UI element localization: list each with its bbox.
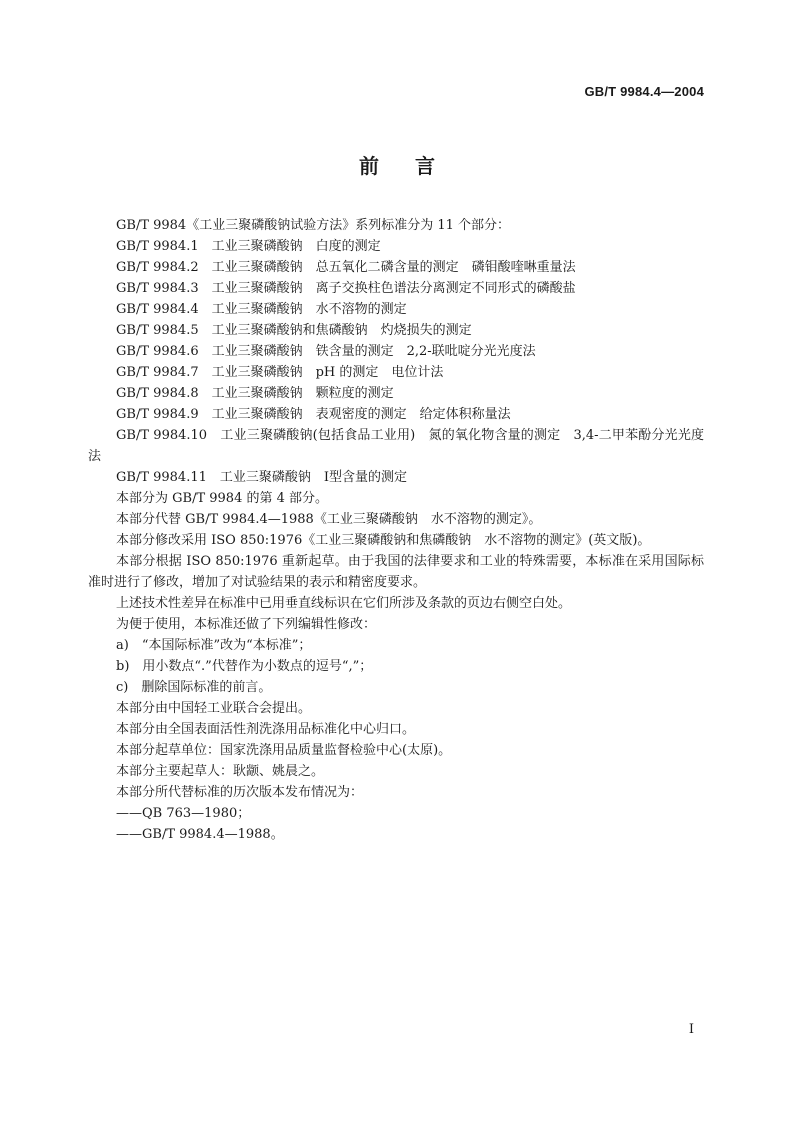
page-title: 前言 (359, 154, 471, 178)
paragraph-replaces: 本部分代替 GB/T 9984.4—1988《工业三聚磷酸钠 水不溶物的测定》。 (116, 512, 542, 527)
foreword-body (88, 215, 704, 845)
list-item-part-7: GB/T 9984.7 工业三聚磷酸钠 pH 的测定 电位计法 (116, 365, 444, 380)
paragraph-drafting-unit: 本部分起草单位：国家洗涤用品质量监督检验中心(太原)。 (116, 743, 452, 758)
paragraph-modified-adoption: 本部分修改采用 ISO 850:1976《工业三聚磷酸钠和焦磷酸钠 水不溶物的测定》(英文版)。 (116, 533, 651, 548)
list-item-part-2: GB/T 9984.2 工业三聚磷酸钠 总五氧化二磷含量的测定 磷钼酸喹啉重量法 (116, 260, 576, 275)
list-item-part-6: GB/T 9984.6 工业三聚磷酸钠 铁含量的测定 2,2-联吡啶分光光度法 (116, 344, 536, 359)
history-item-2: ——GB/T 9984.4—1988。 (116, 827, 284, 842)
editorial-item-c: c) 删除国际标准的前言。 (116, 680, 272, 695)
editorial-item-a: a) “本国际标准”改为“本标准”； (116, 638, 312, 653)
paragraph-proposed-by: 本部分由中国轻工业联合会提出。 (116, 701, 312, 716)
paragraph-centralized-by: 本部分由全国表面活性剂洗涤用品标准化中心归口。 (116, 722, 416, 737)
paragraph-technical-differences: 上述技术性差异在标准中已用垂直线标识在它们所涉及条款的页边右侧空白处。 (116, 596, 572, 611)
history-item-1: ——QB 763—1980； (116, 806, 251, 821)
list-item-part-1: GB/T 9984.1 工业三聚磷酸钠 白度的测定 (116, 239, 381, 254)
paragraph-editorial-intro: 为便于使用，本标准还做了下列编辑性修改： (116, 617, 377, 632)
list-item-part-4: GB/T 9984.4 工业三聚磷酸钠 水不溶物的测定 (116, 302, 407, 317)
paragraph-drafters: 本部分主要起草人：耿颛、姚晨之。 (116, 764, 325, 779)
paragraph-redrafted: 本部分根据 ISO 850:1976 重新起草。由于我国的法律要求和工业的特殊需要，本标准在采用国际标准时进行了修改，增加了对试验结果的表示和精密度要求。 (88, 554, 704, 590)
list-item-part-9: GB/T 9984.9 工业三聚磷酸钠 表观密度的测定 给定体积称量法 (116, 407, 511, 422)
paragraph-part-statement: 本部分为 GB/T 9984 的第 4 部分。 (116, 491, 329, 506)
list-item-part-3: GB/T 9984.3 工业三聚磷酸钠 离子交换柱色谱法分离测定不同形式的磷酸盐 (116, 281, 576, 296)
list-item-part-11: GB/T 9984.11 工业三聚磷酸钠 Ⅰ型含量的测定 (116, 470, 408, 485)
paragraph-series-intro: GB/T 9984《工业三聚磷酸钠试验方法》系列标准分为 11 个部分： (116, 218, 511, 233)
editorial-item-b: b) 用小数点“.”代替作为小数点的逗号“,”； (116, 659, 373, 674)
page-number: I (688, 1022, 694, 1037)
list-item-part-8: GB/T 9984.8 工业三聚磷酸钠 颗粒度的测定 (116, 386, 394, 401)
standard-code: GB/T 9984.4—2004 (584, 84, 704, 99)
list-item-part-5: GB/T 9984.5 工业三聚磷酸钠和焦磷酸钠 灼烧损失的测定 (116, 323, 472, 338)
list-item-part-10: GB/T 9984.10 工业三聚磷酸钠(包括食品工业用) 氮的氧化物含量的测定 3,4-二甲苯酚分光光度法 (88, 428, 704, 464)
paragraph-history-intro: 本部分所代替标准的历次版本发布情况为： (116, 785, 364, 800)
